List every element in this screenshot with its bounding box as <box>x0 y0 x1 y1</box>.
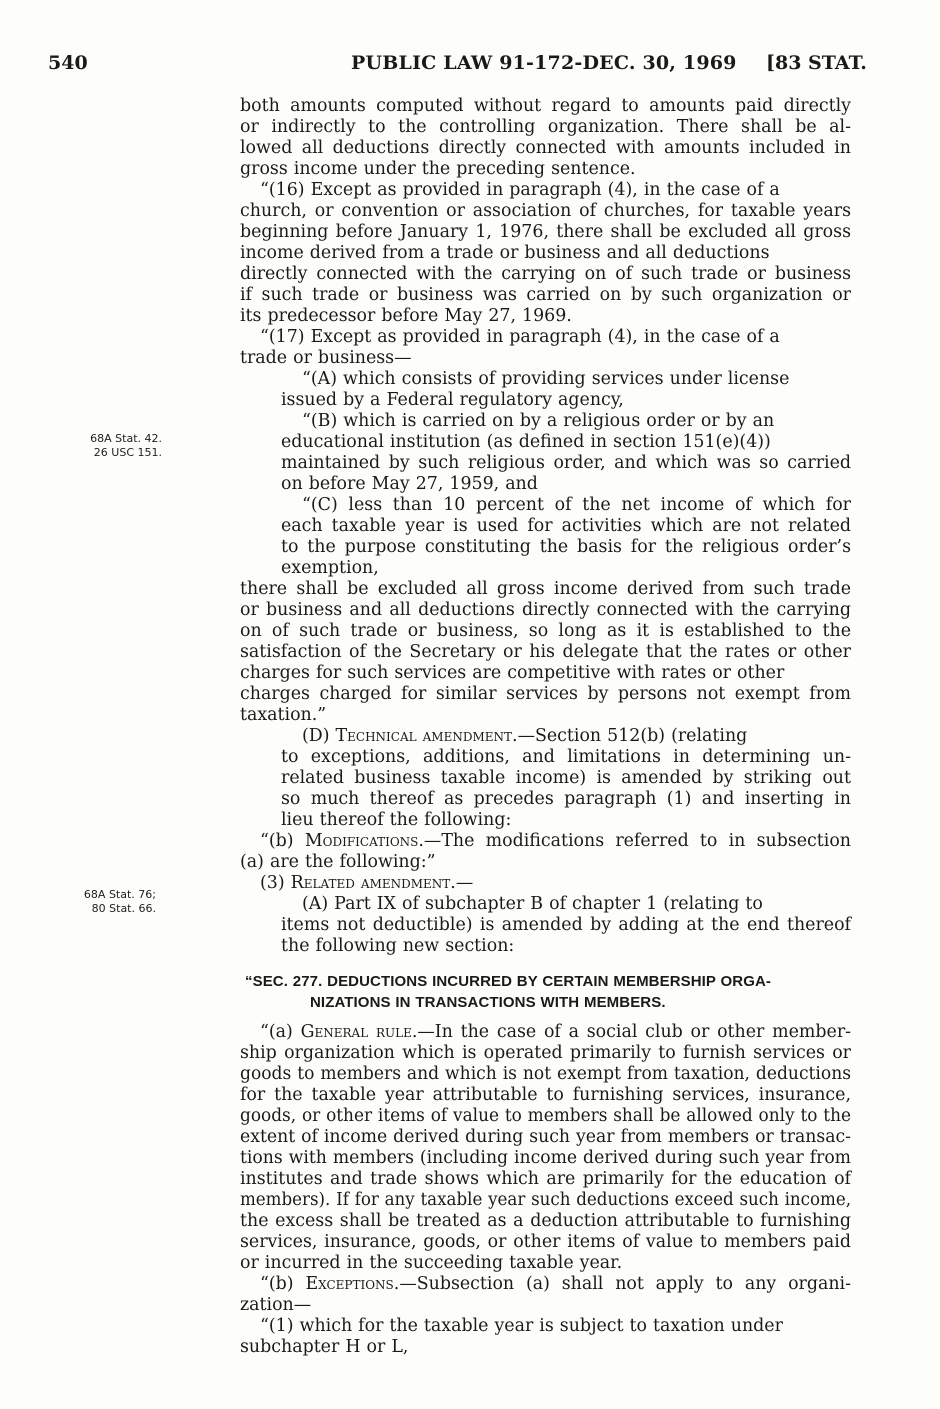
section-heading: NIZATIONS IN TRANSACTIONS WITH MEMBERS. <box>310 994 666 1011</box>
body-line: to the purpose constituting the basis for the religious order’s <box>281 537 851 557</box>
statute-reference: [83 STAT. <box>766 52 867 74</box>
body-line: its predecessor before May 27, 1969. <box>240 306 572 326</box>
body-line: each taxable year is used for activities which are not related <box>281 516 851 536</box>
body-line: ship organization which is operated primarily to furnish services or <box>240 1043 851 1063</box>
body-line: extent of income derived during such year from members or transac- <box>240 1127 851 1147</box>
small-caps-heading: Modifications. <box>304 831 424 851</box>
body-line: services, insurance, goods, or other items of value to members paid <box>240 1232 851 1252</box>
body-line: “(B) which is carried on by a religious order or by an <box>302 411 775 431</box>
body-line: issued by a Federal regulatory agency, <box>281 390 624 410</box>
margin-note-line: 26 USC 151. <box>93 446 162 459</box>
body-line: institutes and trade shows which are primarily for the education of <box>240 1169 851 1189</box>
body-line: items not deductible) is amended by adding at the end thereof <box>281 915 851 935</box>
body-line: tions with members (including income derived during such year from <box>240 1148 851 1168</box>
margin-note <box>42 432 162 460</box>
body-line: directly connected with the carrying on of such trade or business <box>240 264 851 284</box>
body-line: “(17) Except as provided in paragraph (4), in the case of a <box>260 327 780 347</box>
body-line: beginning before January 1, 1976, there shall be excluded all gross <box>240 222 851 242</box>
body-line: satisfaction of the Secretary or his delegate that the rates or other <box>240 642 851 662</box>
body-line: goods, or other items of value to members shall be allowed only to the <box>240 1106 851 1126</box>
body-line: exemption, <box>281 558 379 578</box>
body-line: the following new section: <box>281 936 515 956</box>
body-line: members). If for any taxable year such deductions exceed such income, <box>240 1190 851 1210</box>
body-line: lowed all deductions directly connected with amounts included in <box>240 138 851 158</box>
body-line: (A) Part IX of subchapter B of chapter 1 (relating to <box>302 894 763 914</box>
body-line: both amounts computed without regard to amounts paid directly <box>240 96 851 116</box>
body-line: the excess shall be treated as a deduction attributable to furnishing <box>240 1211 851 1231</box>
margin-note <box>36 888 156 916</box>
body-line: (D) Technical amendment.—Section 512(b) (relating <box>302 726 748 746</box>
margin-note-line: 68A Stat. 42. <box>90 432 162 445</box>
section-heading: “SEC. 277. DEDUCTIONS INCURRED BY CERTAIN MEMBERSHIP ORGA- <box>245 973 772 990</box>
body-line: “(b) Exceptions.—Subsection (a) shall not apply to any organi- <box>260 1274 851 1294</box>
body-line: “(b) Modifications.—The modifications referred to in subsection <box>260 831 852 851</box>
body-line: church, or convention or association of churches, for taxable years <box>240 201 851 221</box>
body-line: or indirectly to the controlling organization. There shall be al- <box>240 117 851 137</box>
body-line: on before May 27, 1959, and <box>281 474 538 494</box>
small-caps-heading: General rule. <box>300 1022 418 1042</box>
body-line: taxation.” <box>240 705 327 725</box>
body-line: “(1) which for the taxable year is subject to taxation under <box>260 1316 783 1336</box>
small-caps-heading: Technical amendment. <box>335 726 518 746</box>
body-line: charges for such services are competitive with rates or other <box>240 663 785 683</box>
body-line: gross income under the preceding sentence. <box>240 159 636 179</box>
small-caps-heading: Related amendment. <box>290 873 456 893</box>
body-line: if such trade or business was carried on by such organization or <box>240 285 851 305</box>
body-line: “(C) less than 10 percent of the net income of which for <box>302 495 851 515</box>
margin-note-line: 68A Stat. 76; <box>83 888 156 901</box>
body-line: goods to members and which is not exempt from taxation, deductions <box>240 1064 851 1084</box>
body-line: subchapter H or L, <box>240 1337 409 1357</box>
body-line: or incurred in the succeeding taxable year. <box>240 1253 623 1273</box>
small-caps-heading: Exceptions. <box>305 1274 400 1294</box>
body-line: charges charged for similar services by persons not exempt from <box>240 684 851 704</box>
running-head: PUBLIC LAW 91-172-DEC. 30, 1969 <box>351 52 737 74</box>
body-line: (3) Related amendment.— <box>260 873 474 893</box>
page-number: 540 <box>48 52 88 74</box>
body-line: maintained by such religious order, and which was so carried <box>281 453 851 473</box>
body-line: for the taxable year attributable to furnishing services, insurance, <box>240 1085 851 1105</box>
body-line: “(a) General rule.—In the case of a social club or other member- <box>260 1022 852 1042</box>
body-line: (a) are the following:” <box>240 852 436 872</box>
body-line: educational institution (as defined in section 151(e)(4)) <box>281 432 771 452</box>
body-line: to exceptions, additions, and limitations in determining un- <box>281 747 851 767</box>
margin-note-line: 80 Stat. 66. <box>91 902 156 915</box>
body-line: “(A) which consists of providing services under license <box>302 369 790 389</box>
body-line: “(16) Except as provided in paragraph (4), in the case of a <box>260 180 780 200</box>
body-line: on of such trade or business, so long as it is established to the <box>240 621 851 641</box>
body-line: income derived from a trade or business and all deductions <box>240 243 770 263</box>
body-line: zation— <box>240 1295 312 1315</box>
body-line: lieu thereof the following: <box>281 810 512 830</box>
body-line: there shall be excluded all gross income derived from such trade <box>240 579 851 599</box>
body-line: so much thereof as precedes paragraph (1) and inserting in <box>281 789 851 809</box>
body-line: trade or business— <box>240 348 412 368</box>
body-line: or business and all deductions directly connected with the carrying <box>240 600 851 620</box>
body-line: related business taxable income) is amended by striking out <box>281 768 851 788</box>
